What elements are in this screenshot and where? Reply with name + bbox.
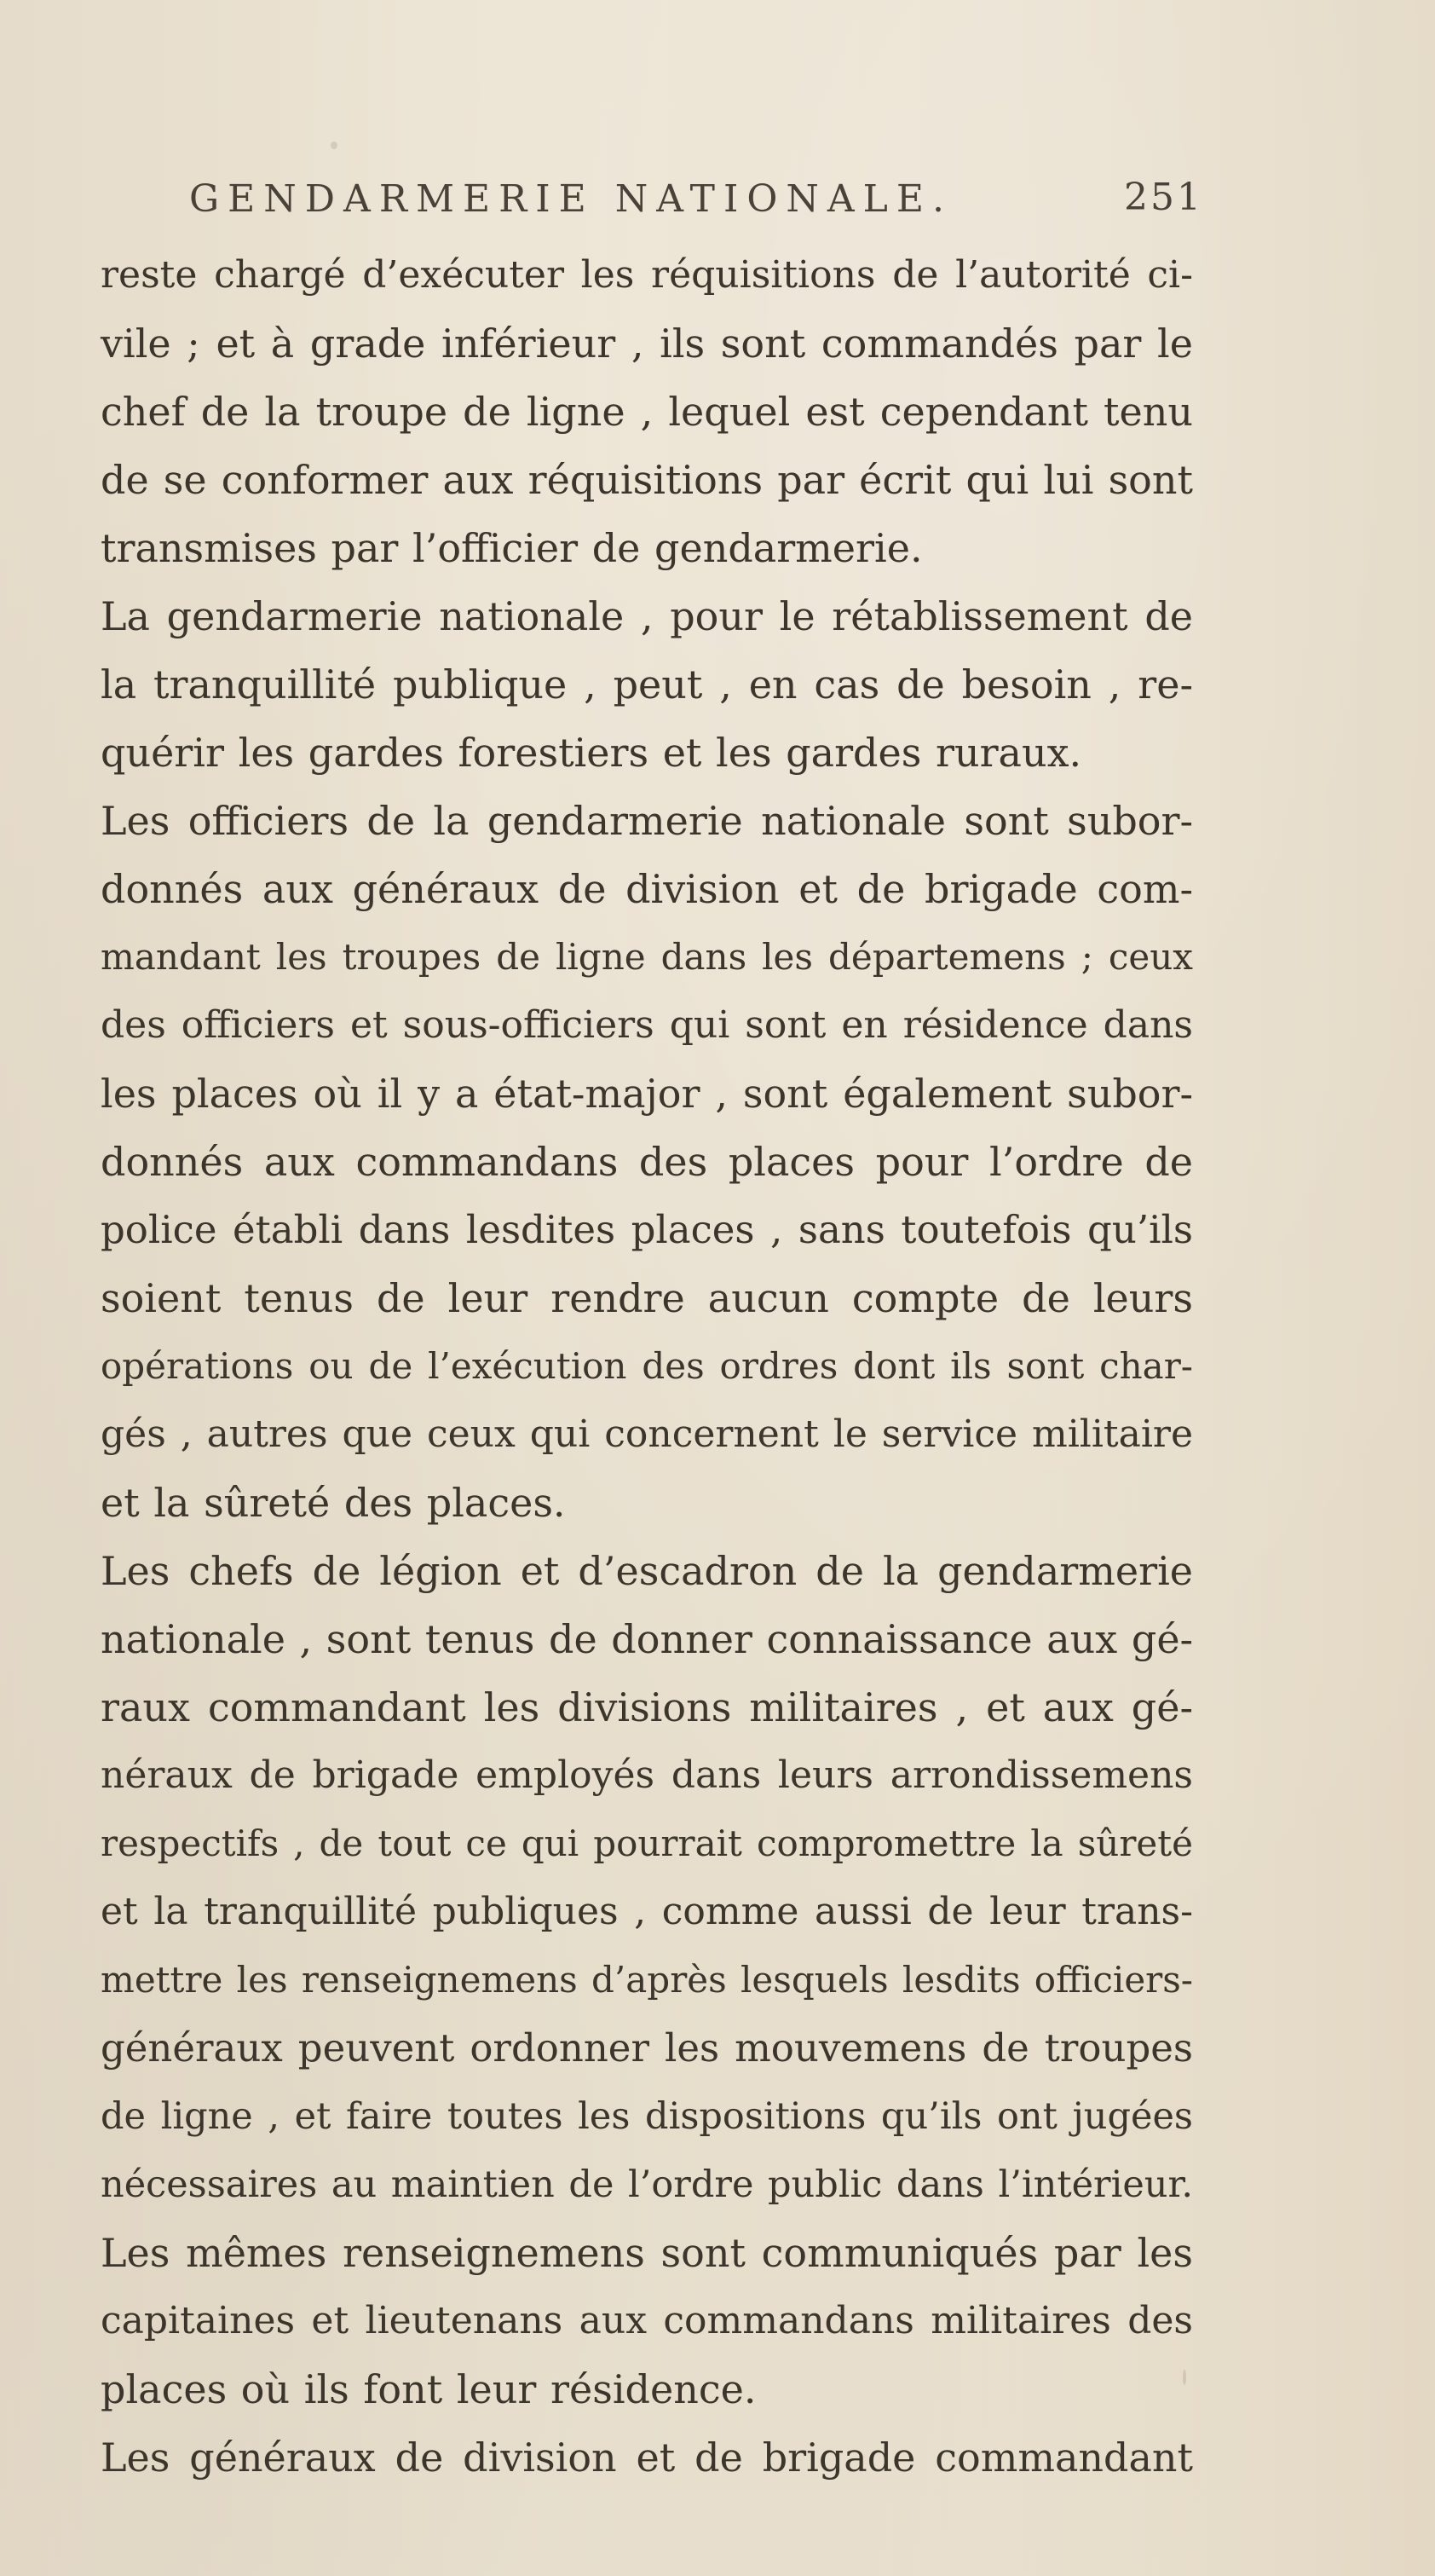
text-line: Les mêmes renseignemens sont communiqués par les: [101, 2230, 1193, 2276]
text-line: vile ; et à grade inférieur , ils sont commandés par le: [101, 321, 1193, 367]
text-line: Les généraux de division et de brigade commandant: [101, 2434, 1193, 2481]
text-line: raux commandant les divisions militaires , et aux gé-: [101, 1684, 1193, 1730]
text-line: nationale , sont tenus de donner connaissance aux gé-: [101, 1616, 1194, 1662]
text-line: mettre les renseignemens d’après lesquels lesdits officiers-: [101, 1959, 1193, 2001]
text-line: nécessaires au maintien de l’ordre public dans l’intérieur.: [101, 2163, 1193, 2206]
text-line: respectifs , de tout ce qui pourrait compromettre la sûreté: [101, 1822, 1193, 1864]
text-line: police établi dans lesdites places , sans toutefois qu’ils: [101, 1207, 1193, 1252]
text-line: La gendarmerie nationale , pour le rétablissement de: [101, 593, 1193, 639]
text-line: donnés aux généraux de division et de brigade com-: [101, 866, 1193, 912]
text-line: des officiers et sous-officiers qui sont en résidence dans: [101, 1003, 1193, 1047]
body-text: [101, 241, 1193, 2492]
text-line: généraux peuvent ordonner les mouvemens de troupes: [101, 2025, 1193, 2071]
text-line: soient tenus de leur rendre aucun compte de leurs: [101, 1275, 1193, 1321]
text-line: de se conformer aux réquisitions par écrit qui lui sont: [101, 457, 1193, 503]
text-line: mandant les troupes de ligne dans les départemens ; ceux: [101, 936, 1193, 978]
page-header: [189, 170, 1203, 230]
text-line: chef de la troupe de ligne , lequel est cependant tenu: [101, 389, 1193, 435]
text-line: opérations ou de l’exécution des ordres dont ils sont char-: [101, 1345, 1193, 1387]
text-line: et la sûreté des places.: [101, 1480, 566, 1526]
running-head: GENDARMERIE NATIONALE.: [189, 177, 954, 221]
page-number: 251: [1124, 176, 1203, 219]
text-line: places où ils font leur résidence.: [101, 2366, 757, 2412]
text-line: de ligne , et faire toutes les dispositions qu’ils ont jugées: [101, 2095, 1193, 2138]
text-line: et la tranquillité publiques , comme aussi de leur trans-: [101, 1890, 1193, 1933]
text-line: les places où il y a état-major , sont également subor-: [101, 1071, 1193, 1117]
text-line: reste chargé d’exécuter les réquisitions de l’autorité ci-: [101, 253, 1193, 297]
text-line: gés , autres que ceux qui concernent le service militaire: [101, 1412, 1193, 1456]
text-line: Les officiers de la gendarmerie nationale sont subor-: [101, 798, 1193, 844]
text-line: la tranquillité publique , peut , en cas de besoin , re-: [101, 661, 1193, 708]
text-line: capitaines et lieutenans aux commandans militaires des: [101, 2299, 1193, 2342]
text-line: donnés aux commandans des places pour l’ordre de: [101, 1139, 1193, 1185]
text-line: Les chefs de légion et d’escadron de la gendarmerie: [101, 1548, 1193, 1594]
text-line: néraux de brigade employés dans leurs arrondissemens: [101, 1753, 1193, 1797]
text-line: quérir les gardes forestiers et les gardes ruraux.: [101, 730, 1082, 776]
paper-spot: [331, 142, 337, 149]
text-line: transmises par l’officier de gendarmerie.: [101, 525, 923, 571]
